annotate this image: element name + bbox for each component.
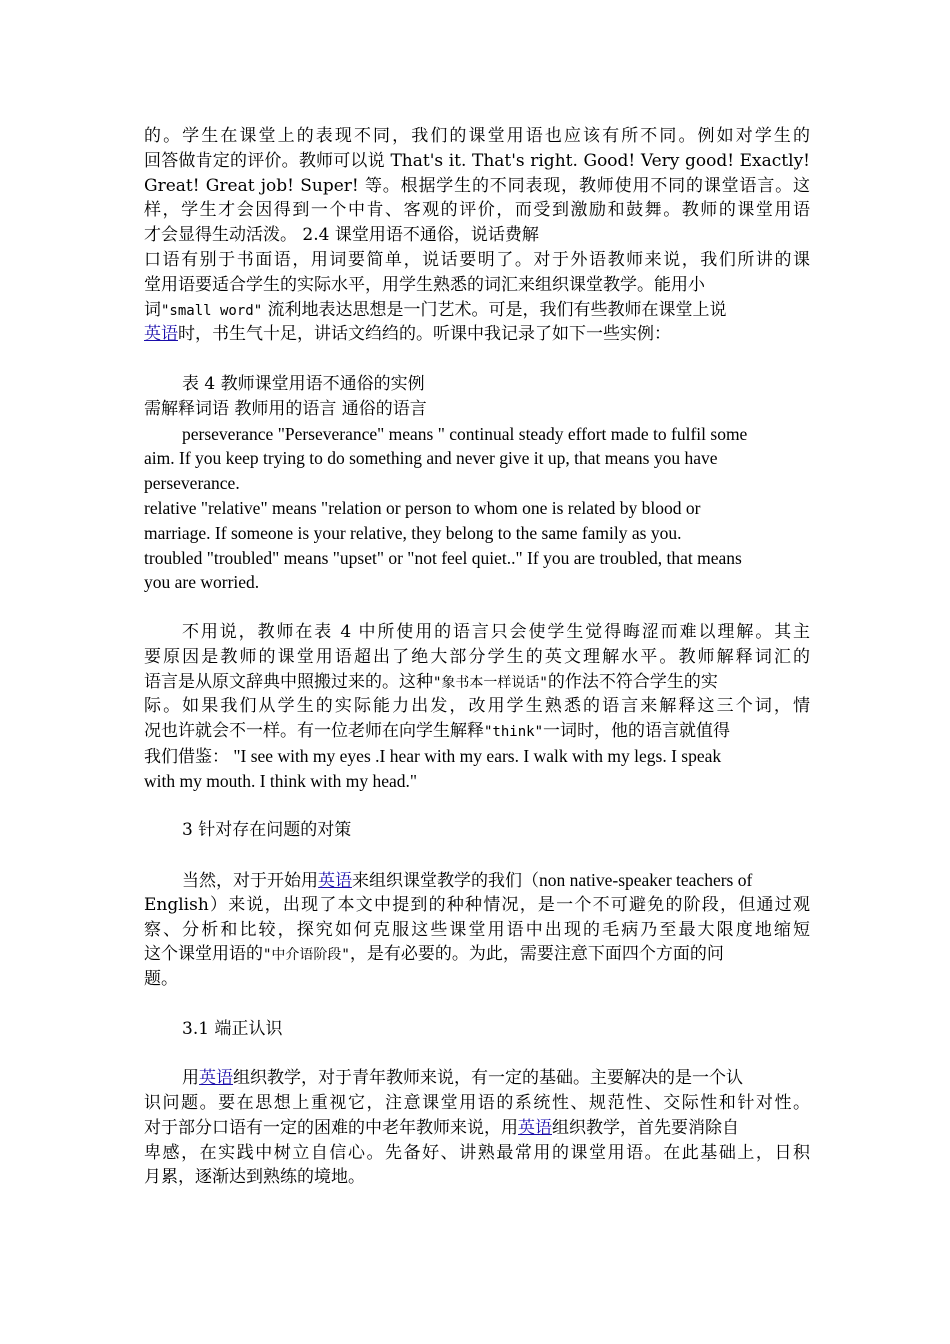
small-word-quote: "small word" <box>161 302 263 319</box>
text-line <box>144 744 810 769</box>
text-line: 要原因是教师的课堂用语超出了绝大部分学生的英文理解水平。教师解释词汇的 <box>144 646 810 667</box>
paragraph-countermeasures <box>144 868 810 992</box>
text-line: 口语有别于书面语，用词要简单，说话要明了。对于外语教师来说，我们所讲的课 <box>144 249 810 270</box>
english-link[interactable]: 英语 <box>144 324 178 345</box>
blank-line <box>144 595 810 620</box>
text-line: 际。如果我们从学生的实际能力出发，改用学生熟悉的语言来解释这三个词，情 <box>144 696 810 717</box>
text-fragment: 这个课堂用语的 <box>144 944 263 965</box>
text-line: 识问题。要在思想上重视它，注意课堂用语的系统性、规范性、交际性和针对性。 <box>144 1093 810 1114</box>
text-line <box>144 1116 810 1141</box>
book-talk-quote: "象书本一样说话" <box>433 674 548 691</box>
text-fragment: 流利地表达思想是一门艺术。可是，我们有些教师在课堂上说 <box>262 299 727 320</box>
section-heading-3: 3 针对存在问题的对策 <box>182 820 352 841</box>
english-link[interactable]: 英语 <box>199 1068 233 1089</box>
text-fragment: 用 <box>182 1068 199 1089</box>
text-fragment: 组织教学，对于青年教师来说，有一定的基础。主要解决的是一个认 <box>233 1068 743 1089</box>
text-line: English）来说，出现了本文中提到的种种情况，是一个不可避免的阶段，但通过观 <box>144 894 810 915</box>
text-fragment: non native-speaker teachers of <box>539 869 753 890</box>
table-caption: 表 4 教师课堂用语不通俗的实例 <box>182 373 425 394</box>
english-link[interactable]: 英语 <box>518 1117 552 1138</box>
text-line <box>144 1066 810 1091</box>
text-fragment: 语言是从原文辞典中照搬过来的。这种 <box>144 671 433 692</box>
text-fragment: 组织教学，首先要消除自 <box>552 1117 739 1138</box>
think-quote: "think" <box>484 724 544 741</box>
text-fragment: 时，书生气十足，讲话文绉绉的。听课中我记录了如下一些实例： <box>178 324 671 345</box>
text-line <box>144 942 810 967</box>
text-line <box>144 322 810 347</box>
interlanguage-quote: "中介语阶段" <box>263 947 350 964</box>
section-heading-3-1: 3.1 端正认识 <box>182 1018 283 1039</box>
table-row-relative: relative "relative" means "relation or person to whom one is related by blood or <box>144 497 701 518</box>
text-fragment: 一词时，他的语言就值得 <box>543 721 731 742</box>
text-line: 月累，逐渐达到熟练的境地。 <box>144 1167 365 1188</box>
text-line: 卑感，在实践中树立自信心。先备好、讲熟最常用的课堂用语。在此基础上，日积 <box>144 1142 810 1163</box>
table-4 <box>144 372 810 595</box>
text-line <box>144 868 810 893</box>
text-fragment: ，是有必要的。为此，需要注意下面四个方面的问 <box>349 944 724 965</box>
text-line <box>144 670 810 695</box>
blank-line <box>144 794 810 819</box>
table-row-perseverance-cont: aim. If you keep trying to do something and never give it up, that means you have <box>144 448 718 469</box>
text-fragment: 的作法不符合学生的实 <box>547 671 718 692</box>
text-line: 察、分析和比较，探究如何克服这些课堂用语中出现的毛病乃至最大限度地缩短 <box>144 919 810 940</box>
example-quote: "I see with my eyes .I hear with my ears. I walk with my legs. I speak <box>229 745 722 766</box>
blank-line <box>144 843 810 868</box>
text-fragment: 当然，对于开始用 <box>182 870 318 891</box>
document-page <box>144 124 810 1190</box>
text-fragment: 对于部分口语有一定的困难的中老年教师来说，用 <box>144 1117 518 1138</box>
english-link[interactable]: 英语 <box>318 870 352 891</box>
text-line <box>144 298 810 323</box>
paragraph-colloquial <box>144 248 810 347</box>
text-line: 回答做肯定的评价。教师可以说 That's it. That's right. Good! Very good! Exactly! <box>144 150 810 171</box>
text-line: Great! Great job! Super! 等。根据学生的不同表现，教师使用不同的课堂语言。这 <box>144 175 810 196</box>
paragraph-evaluation <box>144 124 810 248</box>
table-row-relative-cont: marriage. If someone is your relative, they belong to the same family as you. <box>144 522 682 543</box>
text-fragment: 来组织课堂教学的我们（ <box>352 870 539 891</box>
text-fragment: 况也许就会不一样。有一位老师在向学生解释 <box>144 721 484 742</box>
text-fragment: 词 <box>144 299 161 320</box>
text-line: 堂用语要适合学生的实际水平，用学生熟悉的词汇来组织课堂教学。能用小 <box>144 274 705 295</box>
table-row-troubled-cont: you are worried. <box>144 572 260 593</box>
table-row-perseverance-cont: perseverance. <box>144 473 240 494</box>
blank-line <box>144 1041 810 1066</box>
text-line: with my mouth. I think with my head." <box>144 770 418 791</box>
text-line <box>144 719 810 744</box>
text-line: 的。学生在课堂上的表现不同，我们的课堂用语也应该有所不同。例如对学生的 <box>144 126 810 146</box>
table-row-perseverance: perseverance "Perseverance" means " continual steady effort made to fulfil some <box>182 423 748 444</box>
paragraph-table-analysis <box>144 620 810 794</box>
text-line: 样，学生才会因得到一个中肯、客观的评价，而受到激励和鼓舞。教师的课堂用语 <box>144 200 810 221</box>
text-line: 不用说，教师在表 4 中所使用的语言只会使学生觉得晦涩而难以理解。其主 <box>182 621 810 642</box>
text-fragment: 我们借鉴： <box>144 746 229 767</box>
table-row-troubled: troubled "troubled" means "upset" or "not feel quiet.." If you are troubled, that means <box>144 547 742 568</box>
blank-line <box>144 992 810 1017</box>
blank-line <box>144 347 810 372</box>
text-line-with-heading: 才会显得生动活泼。 2.4 课堂用语不通俗，说话费解 <box>144 225 539 246</box>
text-line: 题。 <box>144 969 178 990</box>
paragraph-correct-understanding <box>144 1066 810 1190</box>
table-header: 需解释词语 教师用的语言 通俗的语言 <box>144 398 427 419</box>
